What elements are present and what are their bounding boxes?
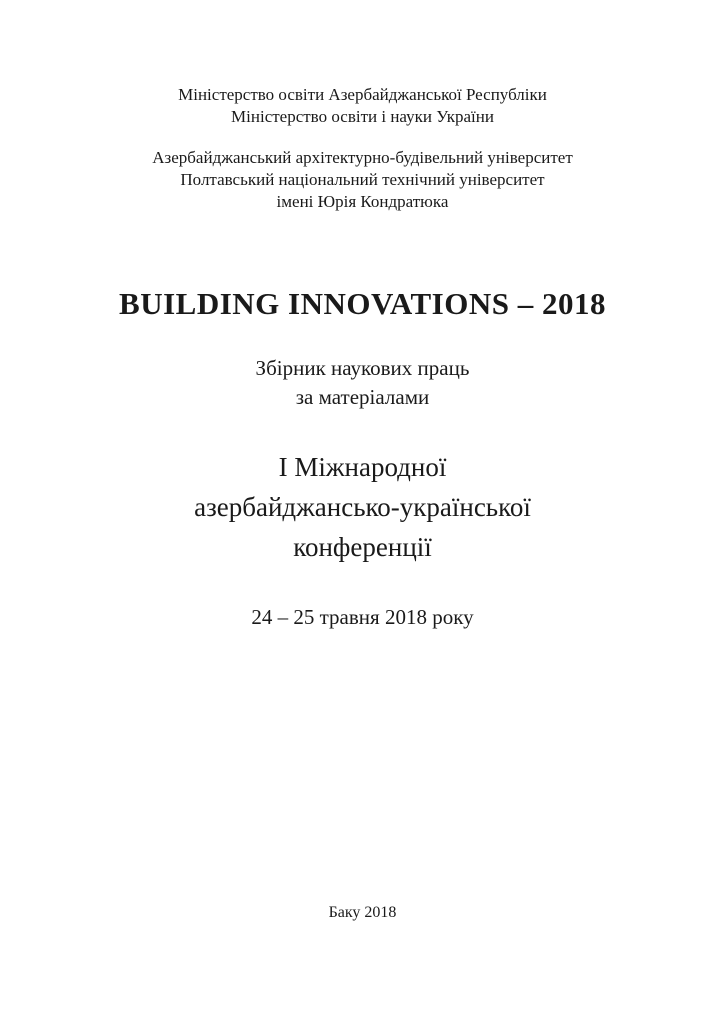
conference-title-block bbox=[0, 447, 725, 567]
ministry-line-2: Міністерство освіти і науки України bbox=[231, 107, 494, 126]
university-line-2: Полтавський національний технічний університет bbox=[180, 170, 545, 189]
universities-block bbox=[0, 147, 725, 213]
imprint-city-year: Баку 2018 bbox=[328, 904, 397, 921]
ministry-line-1: Міністерство освіти Азербайджанської Республіки bbox=[178, 85, 547, 104]
conference-line-2: азербайджансько-української bbox=[194, 492, 531, 522]
conference-date: 24 – 25 травня 2018 року bbox=[251, 605, 474, 629]
subtitle-block bbox=[0, 354, 725, 412]
university-line-3: імені Юрія Кондратюка bbox=[276, 192, 449, 211]
subtitle-line-1: Збірник наукових праць bbox=[255, 356, 470, 380]
conference-line-1: І Міжнародної bbox=[278, 452, 447, 482]
document-title: BUILDING INNOVATIONS – 2018 bbox=[119, 286, 606, 321]
conference-line-3: конференції bbox=[293, 532, 432, 562]
ministries-block bbox=[0, 84, 725, 128]
subtitle-line-2: за матеріалами bbox=[295, 385, 430, 409]
university-line-1: Азербайджанський архітектурно-будівельний університет bbox=[152, 148, 573, 167]
